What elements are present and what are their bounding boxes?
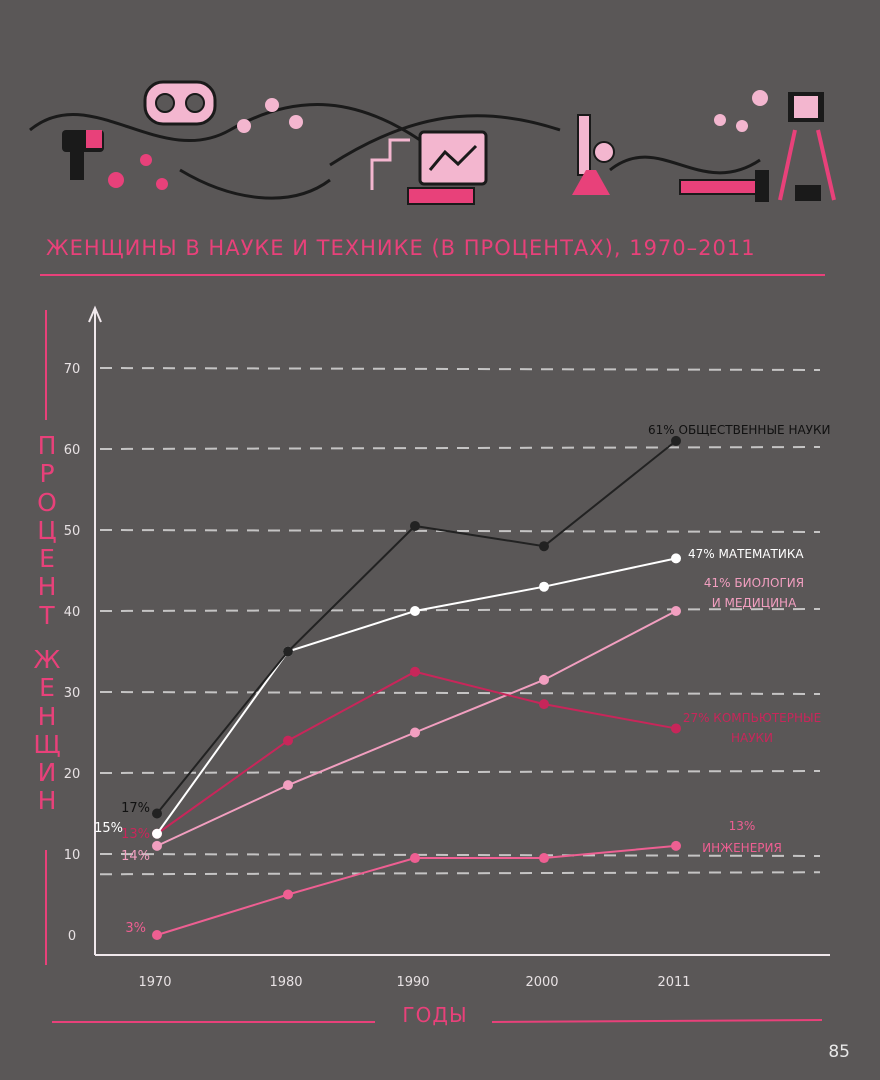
data-point [671, 606, 681, 616]
data-point [671, 841, 681, 851]
data-point [410, 521, 420, 531]
x-tick-label: 1980 [269, 975, 303, 990]
data-point [152, 809, 162, 819]
series-start-label: 3% [125, 921, 146, 936]
y-axis-label-letter: Н [37, 572, 57, 602]
data-point [410, 853, 420, 863]
data-point [539, 675, 549, 685]
y-axis-label-letter: Н [37, 701, 57, 731]
y-tick-label: 10 [63, 848, 81, 863]
series-start-label: 17% [121, 801, 150, 816]
series-end-label: 13% [728, 819, 756, 833]
series-start-label: 15% [94, 821, 123, 836]
grid-line [100, 447, 820, 449]
grid-line [100, 368, 820, 370]
y-axis-label-letter: Е [39, 544, 55, 573]
data-point [539, 853, 549, 863]
y-axis-label-letter: И [37, 758, 57, 787]
axis-frame-lines [46, 310, 822, 1022]
grid-line [100, 771, 820, 773]
page-number: 85 [828, 1042, 850, 1062]
series-end-label: ИНЖЕНЕРИЯ [702, 841, 782, 855]
series-line [157, 558, 676, 833]
grid-line [100, 530, 820, 532]
x-tick-label: 1970 [138, 975, 172, 990]
series-end-pct: 61% [648, 423, 679, 437]
data-point [671, 436, 681, 446]
x-tick-label: 2011 [657, 975, 691, 990]
series-end-label: 41% БИОЛОГИЯ [703, 576, 805, 590]
series-end-label: И МЕДИЦИНА [711, 596, 797, 610]
x-tick-labels [138, 975, 690, 990]
y-axis-label-letter: Ц [37, 515, 57, 545]
data-point [539, 541, 549, 551]
x-axis-label: ГОДЫ [402, 1003, 468, 1027]
x-tick-label: 1990 [396, 975, 430, 990]
data-point [410, 728, 420, 738]
data-point [410, 667, 420, 677]
y-axis-label-letter: О [37, 487, 57, 517]
data-point [283, 736, 293, 746]
series-end-pct: 47% [688, 547, 719, 561]
y-tick-label: 20 [63, 767, 81, 782]
series-lines [152, 436, 681, 940]
data-point [671, 553, 681, 563]
series-start-label: 14% [121, 849, 150, 864]
x-tick-label: 2000 [525, 975, 559, 990]
y-axis-label-letter: Н [37, 786, 57, 816]
y-tick-label: 40 [63, 605, 81, 620]
series-end-name: МАТЕМАТИКА [718, 547, 804, 561]
y-axis-label-letter: Е [39, 673, 55, 703]
y-tick-label: 0 [67, 929, 77, 944]
y-axis-label-letter: П [37, 431, 57, 460]
series-end-name: ОБЩЕСТВЕННЫЕ НАУКИ [678, 423, 831, 437]
y-axis-label-letter: Щ [33, 729, 61, 759]
grid-line [100, 692, 820, 694]
data-point [671, 723, 681, 733]
frame-line [492, 1020, 822, 1022]
y-axis-label-letter: Ж [33, 645, 61, 674]
y-axis-label-line-2 [33, 646, 61, 816]
data-point [283, 890, 293, 900]
data-point [152, 829, 162, 839]
y-axis-label-line-1 [33, 432, 61, 630]
data-point [410, 606, 420, 616]
y-tick-label: 70 [63, 362, 81, 377]
y-tick-label: 50 [63, 524, 81, 539]
series-end-label: 27% КОМПЬЮТЕРНЫЕ [682, 711, 822, 725]
data-point [152, 930, 162, 940]
series-end-label: НАУКИ [730, 731, 774, 745]
series-start-label: 13% [121, 827, 150, 842]
grid-line [100, 872, 820, 874]
data-point [539, 699, 549, 709]
y-axis-label-letter: Р [39, 459, 55, 489]
y-tick-label: 30 [63, 686, 81, 701]
series-line [157, 441, 676, 814]
chart-title: ЖЕНЩИНЫ В НАУКЕ И ТЕХНИКЕ (В ПРОЦЕНТАХ), 1970–2011 [46, 236, 756, 260]
series-end-label [648, 423, 830, 437]
y-tick-labels [64, 362, 81, 944]
data-point [152, 841, 162, 851]
data-point [283, 780, 293, 790]
y-axis-label-letter: Т [39, 600, 55, 630]
data-point [539, 582, 549, 592]
series-end-label [688, 547, 804, 561]
data-point [283, 647, 293, 657]
y-tick-label: 60 [63, 443, 81, 458]
